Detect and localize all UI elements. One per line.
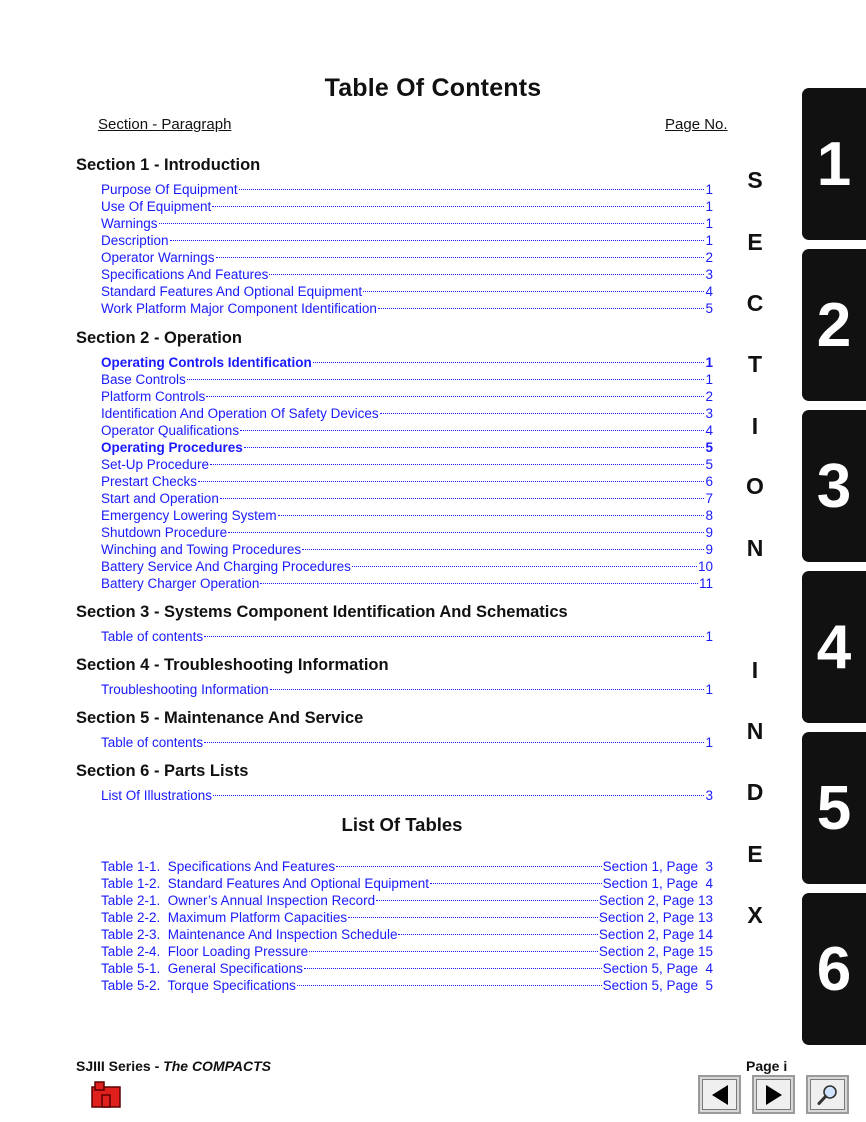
dot-leader (278, 498, 705, 516)
toc-entry-label: Base Controls (101, 372, 186, 387)
dot-leader (302, 532, 704, 550)
toc-entry-page: 9 (705, 525, 713, 540)
toc-entry-page: 5 (705, 457, 713, 472)
footer-page-number: Page i (746, 1058, 788, 1074)
dot-leader (376, 883, 598, 901)
section-tab-4[interactable]: 4 (802, 571, 866, 723)
toc-entry-label: Prestart Checks (101, 474, 198, 489)
next-page-button[interactable] (752, 1075, 795, 1114)
dot-leader (228, 515, 704, 533)
table-entry-ref: Section 2, Page 14 (598, 927, 713, 942)
previous-page-button[interactable] (698, 1075, 741, 1114)
toc-entry[interactable] (101, 570, 713, 591)
toc-entry-page: 7 (705, 491, 713, 506)
toc-entry-label: Set-Up Procedure (101, 457, 210, 472)
dot-leader (212, 189, 704, 207)
table-entry-ref: Section 2, Page 15 (598, 944, 713, 959)
section-index-letter: S (747, 167, 763, 193)
home-button[interactable] (91, 1081, 121, 1108)
toc-entry-page: 1 (705, 233, 713, 248)
toc-entry[interactable] (101, 295, 713, 316)
section-index-letter: I (751, 413, 759, 439)
dot-leader (304, 951, 602, 969)
table-entry-label: Table 5-1. General Specifications (101, 961, 303, 976)
dot-leader (352, 549, 697, 567)
toc-entry-page: 3 (705, 406, 713, 421)
toc-entry-page: 11 (698, 576, 713, 591)
table-entry-label: Table 2-2. Maximum Platform Capacities (101, 910, 348, 925)
toc-entry-label: List Of Illustrations (101, 788, 213, 803)
dot-leader (239, 172, 705, 190)
home-icon (91, 1081, 121, 1108)
toc-entry-label: Shutdown Procedure (101, 525, 228, 540)
table-entry-label: Table 2-1. Owner’s Annual Inspection Record (101, 893, 376, 908)
toc-entry-page: 1 (705, 355, 713, 370)
toc-entry-label: Description (101, 233, 169, 248)
section-heading: Section 6 - Parts Lists (76, 762, 249, 780)
dot-leader (206, 379, 704, 397)
dot-leader (297, 968, 602, 986)
toc-entry-label: Start and Operation (101, 491, 219, 506)
previous-page-icon (710, 1084, 730, 1106)
section-heading: Section 5 - Maintenance And Service (76, 709, 364, 727)
toc-entry-label: Identification And Operation Of Safety Devices (101, 406, 379, 421)
dot-leader (260, 566, 698, 584)
toc-entry-page: 8 (705, 508, 713, 523)
toc-entry-label: Operator Warnings (101, 250, 215, 265)
dot-leader (240, 413, 704, 431)
section-index-letter: T (747, 351, 763, 377)
toc-entry-page: 5 (705, 440, 713, 455)
dot-leader (216, 240, 705, 258)
section-index-letter: C (746, 290, 764, 316)
toc-entry-label: Work Platform Major Component Identification (101, 301, 377, 316)
table-entry-ref: Section 5, Page 4 (602, 961, 713, 976)
table-entry-ref: Section 5, Page 5 (602, 978, 713, 993)
table-entry-label: Table 1-2. Standard Features And Optional Equipment (101, 876, 429, 891)
toc-entry[interactable] (101, 676, 713, 697)
toc-entry[interactable] (101, 729, 713, 750)
section-index-letter: E (747, 229, 763, 255)
toc-entry-label: Battery Charger Operation (101, 576, 260, 591)
dot-leader (187, 362, 705, 380)
dot-leader (204, 725, 704, 743)
toc-entry-page: 3 (705, 267, 713, 282)
table-entry-ref: Section 2, Page 13 (598, 893, 713, 908)
toc-entry[interactable] (101, 623, 713, 644)
dot-leader (210, 447, 704, 465)
page-title: Table Of Contents (324, 74, 542, 102)
toc-entry-page: 2 (705, 389, 713, 404)
dot-leader (430, 866, 602, 884)
section-index-letter: I (751, 657, 759, 683)
table-entry-label: Table 1-1. Specifications And Features (101, 859, 336, 874)
dot-leader (159, 206, 705, 224)
dot-leader (213, 778, 704, 796)
magnifier-icon (817, 1084, 839, 1106)
toc-entry-page: 3 (705, 788, 713, 803)
section-tab-5[interactable]: 5 (802, 732, 866, 884)
toc-entry-label: Troubleshooting Information (101, 682, 269, 697)
toc-entry-page: 1 (705, 182, 713, 197)
dot-leader (244, 430, 705, 448)
section-index-letter: N (746, 535, 764, 561)
toc-entry-label: Warnings (101, 216, 158, 231)
toc-entry-page: 10 (697, 559, 713, 574)
section-tab-2[interactable]: 2 (802, 249, 866, 401)
toc-entry-label: Operator Qualifications (101, 423, 240, 438)
section-tab-3[interactable]: 3 (802, 410, 866, 562)
toc-entry-page: 6 (705, 474, 713, 489)
dot-leader (204, 619, 704, 637)
toc-entry-label: Platform Controls (101, 389, 206, 404)
section-index-letter: E (747, 841, 763, 867)
dot-leader (378, 291, 705, 309)
dot-leader (348, 900, 598, 918)
column-header-page: Page No. (665, 116, 728, 133)
dot-leader (170, 223, 705, 241)
section-heading: Section 2 - Operation (76, 329, 242, 347)
table-entry-label: Table 5-2. Torque Specifications (101, 978, 296, 993)
table-entry-label: Table 2-3. Maintenance And Inspection Schedule (101, 927, 398, 942)
toc-entry-page: 4 (705, 284, 713, 299)
toc-entry[interactable] (101, 782, 713, 803)
table-list-entry[interactable] (101, 853, 713, 874)
next-page-icon (764, 1084, 784, 1106)
toc-entry-label: Battery Service And Charging Procedures (101, 559, 351, 574)
table-entry-label: Table 2-4. Floor Loading Pressure (101, 944, 309, 959)
dot-leader (363, 274, 704, 292)
table-entry-ref: Section 2, Page 13 (598, 910, 713, 925)
section-tab-6[interactable]: 6 (802, 893, 866, 1045)
section-tab-1[interactable]: 1 (802, 88, 866, 240)
footer-series (76, 1058, 271, 1074)
toc-entry-page: 1 (705, 216, 713, 231)
toc-entry-label: Specifications And Features (101, 267, 269, 282)
list-of-tables-title: List Of Tables (341, 814, 463, 835)
toc-entry-label: Use Of Equipment (101, 199, 212, 214)
toc-entry-label: Operating Controls Identification (101, 355, 312, 370)
footer-product-text: The COMPACTS (163, 1058, 272, 1074)
dot-leader (313, 345, 705, 363)
section-index-letter: X (747, 902, 763, 928)
section-index-letter: N (746, 718, 764, 744)
dot-leader (198, 464, 704, 482)
toc-entry-label: Purpose Of Equipment (101, 182, 238, 197)
dot-leader (380, 396, 705, 414)
toc-entry-label: Table of contents (101, 735, 204, 750)
toc-entry-page: 9 (705, 542, 713, 557)
toc-entry-page: 1 (705, 682, 713, 697)
toc-entry-label: Table of contents (101, 629, 204, 644)
search-button[interactable] (806, 1075, 849, 1114)
toc-entry-page: 1 (705, 199, 713, 214)
toc-entry-page: 5 (705, 301, 713, 316)
toc-entry-label: Emergency Lowering System (101, 508, 277, 523)
table-entry-ref: Section 1, Page 3 (602, 859, 713, 874)
toc-entry-page: 1 (705, 735, 713, 750)
dot-leader (398, 917, 597, 935)
section-heading: Section 1 - Introduction (76, 156, 261, 174)
dot-leader (309, 934, 598, 952)
dot-leader (270, 672, 705, 690)
toc-entry-page: 1 (705, 372, 713, 387)
section-heading: Section 4 - Troubleshooting Information (76, 656, 389, 674)
toc-entry-label: Standard Features And Optional Equipment (101, 284, 363, 299)
toc-entry-page: 1 (705, 629, 713, 644)
section-index-letter: O (746, 473, 764, 499)
toc-entry-label: Winching and Towing Procedures (101, 542, 302, 557)
dot-leader (220, 481, 705, 499)
toc-entry-page: 2 (705, 250, 713, 265)
toc-entry-label: Operating Procedures (101, 440, 243, 455)
table-list-entry[interactable] (101, 972, 713, 993)
section-heading: Section 3 - Systems Component Identification And Schematics (76, 603, 568, 621)
column-header-section: Section - Paragraph (98, 116, 232, 133)
table-entry-ref: Section 1, Page 4 (602, 876, 713, 891)
section-index-letter: D (746, 779, 764, 805)
footer-series-text: SJIII Series - (76, 1058, 164, 1074)
toc-entry-page: 4 (705, 423, 713, 438)
dot-leader (269, 257, 704, 275)
dot-leader (336, 849, 602, 867)
